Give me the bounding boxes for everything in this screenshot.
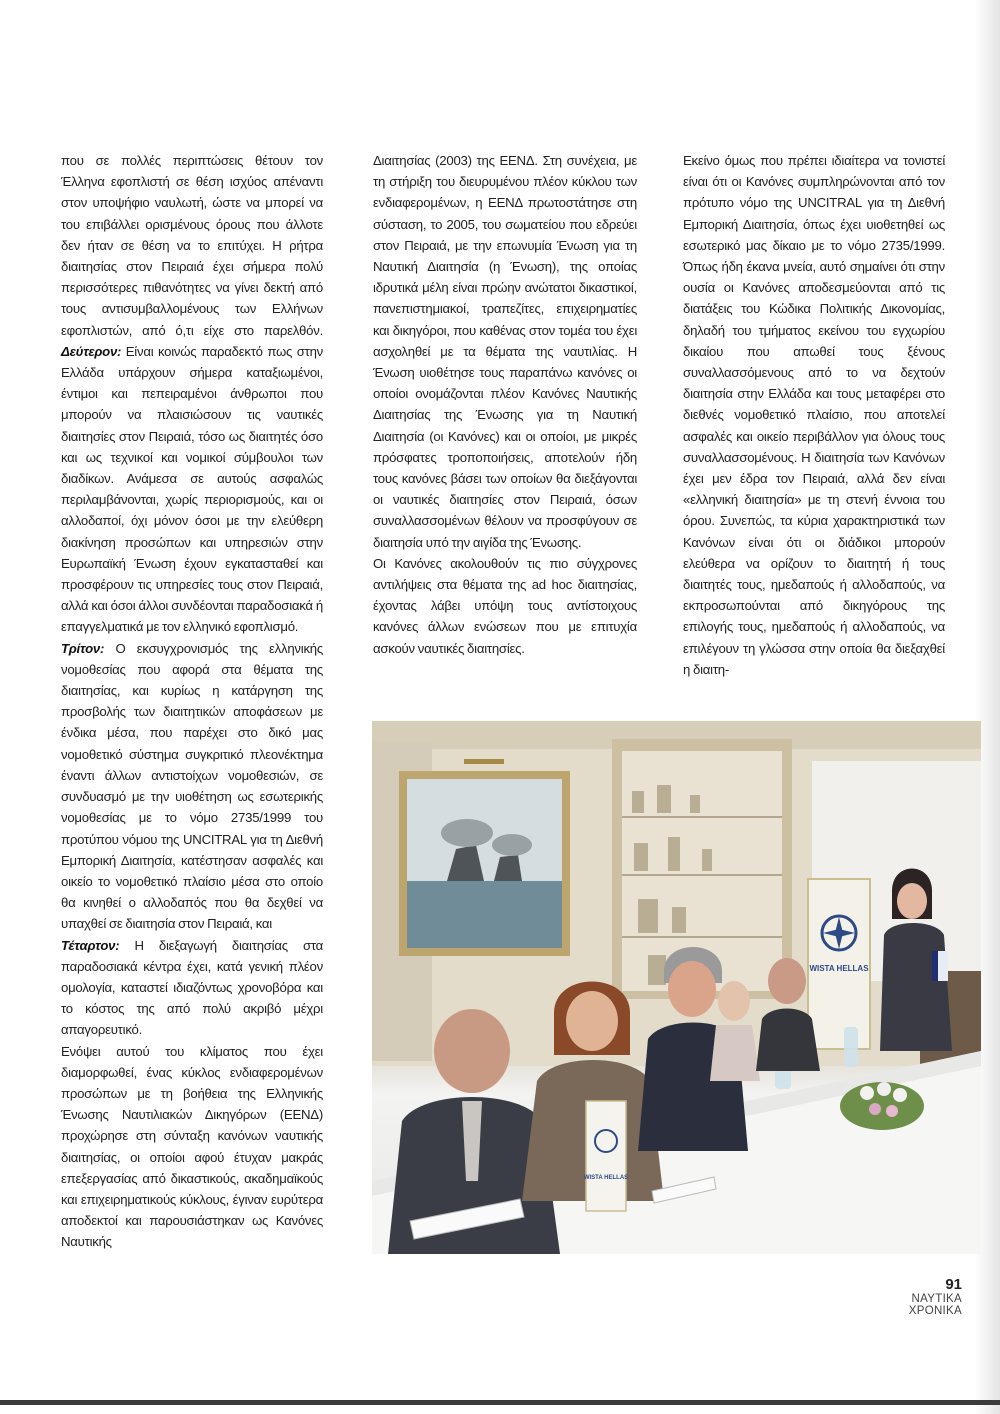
text-column-1 [61, 150, 323, 1253]
paragraph: Ενόψει αυτού του κλίματος που έχει διαμορφωθεί, ένας κύκλος ενδιαφερομένων προσώπων με τη βοήθεια της Ελληνικής Ένωσης Ναυτιλιακών Δικηγόρων (ΕΕΝΔ) προχώρησε στη σύνταξη κανόνων ναυτικής διαιτησίας, οι οποίοι αφού έτυχαν μακράς επεξεργασίας από δικαστικούς, ακαδημαϊκούς και επιχειρηματικούς κύκλους, έγιναν ευρύτερα αποδεκτοί και παρουσιάστηκαν ως Κανόνες Ναυτικής [61, 1043, 323, 1250]
text-column-2 [373, 150, 637, 659]
paragraph: Οι Κανόνες ακολουθούν τις πιο σύγχρονες αντιλήψεις στα θέματα της ad hoc διαιτησίας, έχοντας λάβει υπόψη τους αντίστοιχους κανόνες άλλων ενώσεων που με επιτυχία ασκούν ναυτικές διαιτησίες. [373, 555, 637, 656]
paragraph: Εκείνο όμως που πρέπει ιδιαίτερα να τονιστεί είναι ότι οι Κανόνες συμπληρώνονται από τον πρότυπο νόμο της UNCITRAL για τη Διεθνή Εμπορική Διαιτησία, όπως έχει υιοθετηθεί ως εσωτερικό μας δίκαιο με το νόμο 2735/1999. Όπως ήδη έκανα μνεία, αυτό σημαίνει ότι στην ουσία οι Κανόνες αποδεσμεύονται από τις διατάξεις του Κώδικα Πολιτικής Δικονομίας, δηλαδή του τμήματος εκείνου του εγχωρίου δικαίου που απωθεί τους ξένους συναλλασσόμενους από το να δεχτούν διαιτησία στην Ελλάδα και τους μεταφέρει στο διεθνές νομοθετικό πλαίσιο, που αποτελεί ασφαλές και οικείο περιβάλλον για όλους τους συναλλασσομένους. Η διαιτησία των Κανόνων έχει μεν έδρα τον Πειραιά, αλλά δεν είναι «ελληνική διαιτησία» με τη στενή έννοια του όρου. Συνεπώς, τα κύρια χαρακτηριστικά των Κανόνων είναι ότι οι διάδικοι μπορούν ελεύθερα να ορίζουν το διαιτητή ή τους διαιτητές τους, ημεδαπούς ή αλλοδαπούς, να εκπροσωπούνται από δικηγόρους της επιλογής τους, ημεδαπούς ή αλλοδαπούς, να επιλέγουν τη γλώσσα στην οποία θα διεξαχθεί η διαιτη- [683, 153, 945, 677]
magazine-name-line-1: ΝΑΥΤΙΚΑ [911, 1293, 962, 1305]
page-number: 91 [945, 1276, 962, 1293]
conference-photo [372, 721, 981, 1254]
paragraph: Τέταρτον: Η διεξαγωγή διαιτησίας στα παραδοσιακά κέντρα έχει, κατά γενική πλέον ομολογία, καταστεί ιδιαζόντως χρονοβόρα και το κόστος της από πολύ ακριβό μέχρι απαγορευτικό. [61, 937, 323, 1038]
banner-text: WISTA HELLAS [809, 964, 869, 973]
text-column-3 [683, 150, 945, 680]
lead-thirdly: Τρίτον: [61, 640, 105, 656]
page-folio [909, 1276, 962, 1317]
lead-fourthly: Τέταρτον: [61, 937, 120, 953]
magazine-name-line-2: ΧΡΟΝΙΚΑ [908, 1305, 962, 1317]
table-flag-text: WISTA HELLAS [583, 1175, 629, 1181]
bottom-rule [0, 1400, 1000, 1405]
paragraph: που σε πολλές περιπτώσεις θέτουν τον Έλληνα εφοπλιστή σε θέση ισχύος απέναντι στον υποψήφιο ναυλωτή, ώστε να μπορεί να του επιβάλλει ορισμένους όρους που άλλοτε δεν ήταν σε θέση να το επιτύχει. Η ρήτρα διαιτησίας στον Πειραιά έχει σήμερα πολύ περισσότερες πιθανότητες να γίνει δεκτή από τους αντισυμβαλλομένους των Ελλήνων εφοπλιστών, από ό,τι είχε στο παρελθόν. Δεύτερον: Είναι κοινώς παραδεκτό πως στην Ελλάδα υπάρχουν σήμερα καταξιωμένοι, έντιμοι και πεπειραμένοι άνθρωποι που μπορούν να πλαισιώσουν τις ναυτικές διαιτησίες στον Πειραιά, τόσο ως διαιτητές όσο και ως τεχνικοί και νομικοί σύμβουλοι των διαδίκων. Ανάμεσα σε αυτούς ασφαλώς περιλαμβάνονται, χωρίς περιορισμούς, και οι αλλοδαποί, όχι μόνον όσοι με την ελεύθερη διακίνηση προσώπων και υπηρεσιών στην Ευρωπαϊκή Ένωση έχουν εγκατασταθεί και προσφέρουν τις υπηρεσίες τους στον Πειραιά, αλλά και όσοι άλλοι συνδέονται παραδοσιακά ή επαγγελματικά με τον ελληνικό εφοπλισμό. [61, 153, 323, 635]
lead-secondly: Δεύτερον: [61, 343, 122, 359]
paragraph: Διαιτησίας (2003) της ΕΕΝΔ. Στη συνέχεια, με τη στήριξη του διευρυμένου πλέον κύκλου των ενδιαφερομένων, η ΕΕΝΔ πρωτοστάτησε στη σύσταση, το 2005, του σωματείου που εδρεύει στον Πειραιά, με την επωνυμία Ένωση για τη Ναυτική Διαιτησία (η Ένωση), της οποίας ιδρυτικά μέλη είναι πρώην ανώτατοι δικαστικοί, πανεπιστημιακοί, τραπεζίτες, επιχειρηματίες και δικηγόροι, που καθένας στον τομέα του έχει ασχοληθεί με τα θέματα της ναυτιλίας. Η Ένωση υιοθέτησε τους παραπάνω κανόνες οι οποίοι ονομάζονται πλέον Κανόνες Ναυτικής Διαιτησίας της Ένωσης για τη Ναυτική Διαιτησία (οι Κανόνες) και οι οποίοι, με μικρές πρόσφατες τροποποιήσεις, αποτελούν ήδη τους κανόνες βάσει των οποίων θα διεξάγονται οι ναυτικές διαιτησίες στον Πειραιά, όσων συναλλασσομένων θέλουν να προσφύγουν σε διαιτησία υπό την αιγίδα της Ένωσης. [373, 153, 637, 550]
paragraph: Τρίτον: Ο εκσυγχρονισμός της ελληνικής νομοθεσίας που αφορά στα θέματα της διαιτησίας, και κυρίως η κατάργηση της προσβολής των διαιτητικών αποφάσεων με ένδικα μέσα, που παρέχει στο δικό μας νομοθετικό σύστημα συγκριτικό πλεονέκτημα έναντι άλλων αντιστοίχων νομοθεσιών, σε συνδυασμό με την υιοθέτηση ως εσωτερικής νομοθεσίας με το νόμο 2735/1999 του προτύπου νόμου της UNCITRAL για τη Διεθνή Εμπορική Διαιτησία, κατέστησαν ασφαλές και οικείο το νομοθετικό πλαίσιο μέσα στο οποίο θα κινηθεί ο αλλοδαπός που θα δεχθεί να υπαχθεί σε διαιτησία στον Πειραιά, και [61, 640, 323, 932]
